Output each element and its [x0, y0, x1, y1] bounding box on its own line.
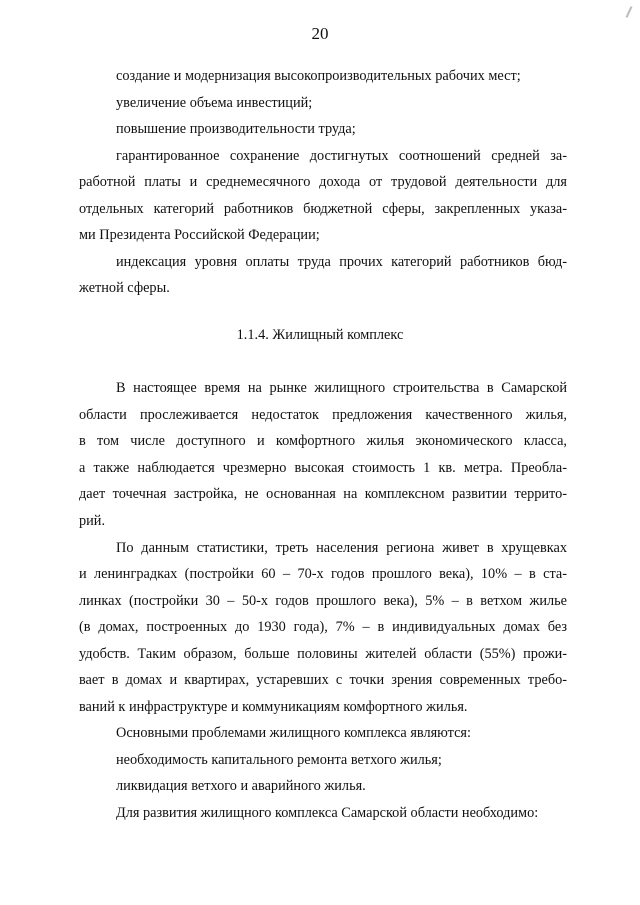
- paragraph-line: удобств. Таким образом, больше половины жителей области (55%) прожи-: [79, 646, 567, 662]
- paragraph-line: работной платы и среднемесячного дохода от трудовой деятельности для: [79, 174, 567, 190]
- paragraph-line: области прослеживается недостаток предложения качественного жилья,: [79, 407, 567, 423]
- page-number: 20: [311, 24, 329, 43]
- closing-line: Для развития жилищного комплекса Самарской области необходимо:: [116, 805, 539, 821]
- paragraph-line: в том числе доступного и комфортного жилья экономического класса,: [79, 433, 567, 449]
- section-heading: 1.1.4. Жилищный комплекс: [236, 327, 404, 343]
- paragraph-line: рий.: [79, 513, 106, 529]
- paragraph-line: а также наблюдается чрезмерно высокая стоимость 1 кв. метра. Преобла-: [79, 460, 567, 476]
- paragraph-line: В настоящее время на рынке жилищного строительства в Самарской: [116, 380, 567, 396]
- paragraph-line: дает точечная застройка, не основанная на комплексном развитии террито-: [79, 486, 567, 502]
- list-item: создание и модернизация высокопроизводительных рабочих мест;: [116, 68, 521, 84]
- list-item: увеличение объема инвестиций;: [116, 95, 313, 111]
- list-item: ликвидация ветхого и аварийного жилья.: [116, 778, 366, 794]
- paragraph-line: По данным статистики, треть населения региона живет в хрущевках: [116, 540, 567, 556]
- list-item: повышение производительности труда;: [116, 121, 356, 137]
- scan-artifact: [626, 6, 633, 18]
- list-item: необходимость капитального ремонта ветхого жилья;: [116, 752, 442, 768]
- paragraph-line: гарантированное сохранение достигнутых соотношений средней за-: [116, 148, 567, 164]
- paragraph-line: индексация уровня оплаты труда прочих категорий работников бюд-: [116, 254, 567, 270]
- paragraph-line: жетной сферы.: [79, 280, 170, 296]
- paragraph-line: и ленинградках (постройки 60 – 70-х годов прошлого века), 10% – в ста-: [79, 566, 567, 582]
- problems-intro: Основными проблемами жилищного комплекса являются:: [116, 725, 471, 741]
- paragraph-line: вает в домах и квартирах, устаревших с точки зрения современных требо-: [79, 672, 567, 688]
- paragraph-line: ваний к инфраструктуре и коммуникациям комфортного жилья.: [79, 699, 468, 715]
- paragraph-line: ми Президента Российской Федерации;: [79, 227, 320, 243]
- paragraph-line: отдельных категорий работников бюджетной сферы, закрепленных указа-: [79, 201, 567, 217]
- paragraph-line: линках (постройки 30 – 50-х годов прошлого века), 5% – в ветхом жилье: [79, 593, 567, 609]
- paragraph-line: (в домах, построенных до 1930 года), 7% – в индивидуальных домах без: [79, 619, 567, 635]
